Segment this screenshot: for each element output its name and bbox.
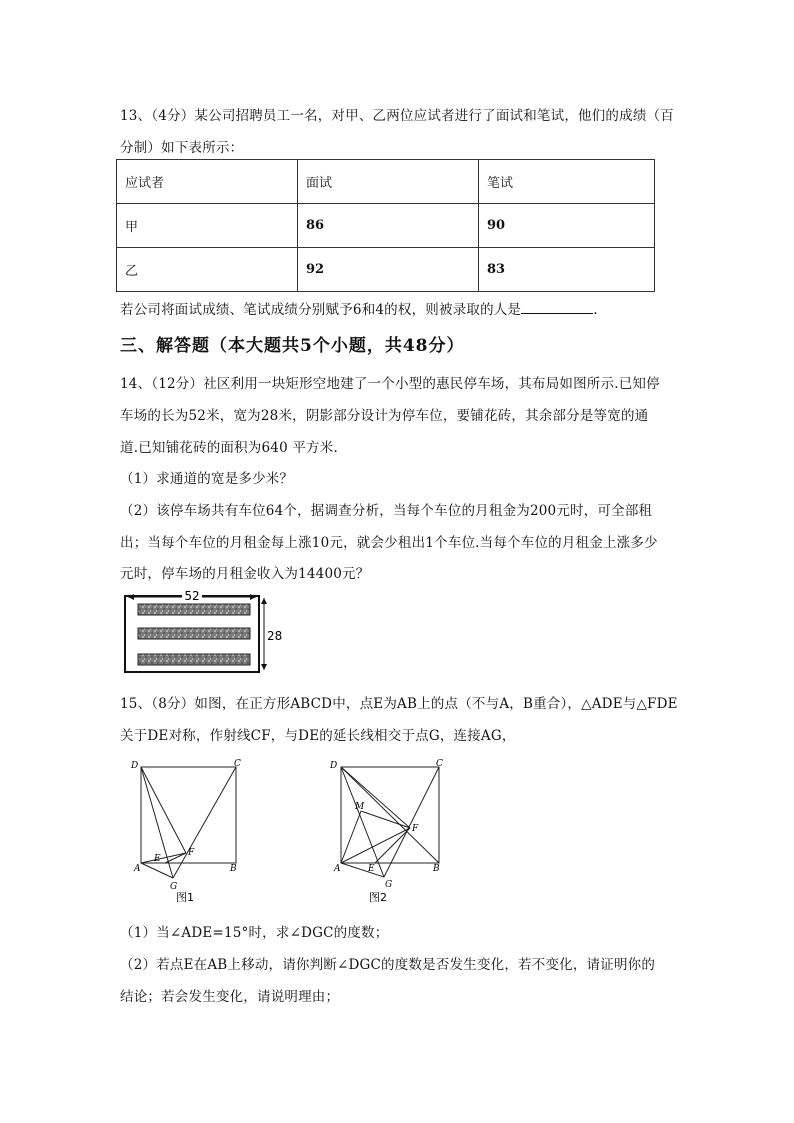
label-g: G (170, 882, 178, 892)
label-c: C (436, 759, 443, 769)
parking-stripe-top (138, 604, 250, 615)
row2-interview: 92 (298, 248, 479, 292)
label-f: F (412, 824, 419, 834)
row1-interview: 86 (298, 204, 479, 248)
q15-sub-2-line-2: 结论；若会发生变化，请说明理由； (120, 989, 340, 1005)
label-a: A (134, 864, 141, 874)
header-applicant: 应试者 (117, 160, 298, 204)
label-g: G (385, 880, 393, 890)
q14-line-1: 14、（12分）社区利用一块矩形空地建了一个小型的惠民停车场，其布局如图所示.已知停 (120, 376, 660, 392)
q13-score-table (116, 159, 655, 292)
parking-stripe-middle (138, 628, 250, 639)
table-row (117, 248, 655, 292)
q15-sub-2-line-1: （2）若点E在AB上移动，请你判断∠DGC的度数是否发生变化，若不变化，请证明你的 (120, 957, 656, 973)
row1-applicant: 甲 (117, 204, 298, 248)
label-m: M (355, 802, 365, 812)
q15-line-2: 关于DE对称，作射线CF，与DE的延长线相交于点G，连接AG， (120, 728, 516, 744)
length-label: 52 (184, 589, 200, 603)
table-row (117, 204, 655, 248)
q14-sub-2-line-3: 元时，停车场的月租金收入为14400元？ (120, 566, 370, 582)
q14-line-3: 道.已知铺花砖的面积为640 平方米. (120, 440, 338, 456)
label-b: B (433, 864, 440, 874)
label-a: A (334, 864, 341, 874)
width-label: 28 (267, 629, 283, 643)
geometry-figure-1 (128, 755, 248, 905)
q13-line-1: 13、（4分）某公司招聘员工一名，对甲、乙两位应试者进行了面试和笔试，他们的成绩（百 (120, 108, 674, 124)
row2-applicant: 乙 (117, 248, 298, 292)
table-header-row (117, 160, 655, 204)
label-f: F (188, 848, 195, 858)
row2-written: 83 (479, 248, 655, 292)
parking-lot-figure (118, 588, 283, 678)
geometry-figure-2 (327, 755, 452, 905)
q14-sub-2-line-1: （2）该停车场共有车位64个，据调查分析，当每个车位的月租金为200元时，可全部租 (120, 503, 653, 519)
section-3-title: 三、解答题（本大题共5个小题，共48分） (120, 336, 465, 356)
q13-answer-line (120, 298, 598, 318)
label-d: D (131, 761, 139, 771)
label-c: C (234, 759, 241, 769)
q13-answer-text: 若公司将面试成绩、笔试成绩分别赋予6和4的权，则被录取的人是 (120, 302, 522, 318)
q15-sub-1: （1）当∠ADE=15°时，求∠DGC的度数； (120, 925, 389, 941)
label-e: E (368, 864, 375, 874)
label-d: D (330, 761, 338, 771)
header-interview: 面试 (298, 160, 479, 204)
figure-2-caption: 图2 (369, 891, 387, 904)
q15-line-1: 15、（8分）如图，在正方形ABCD中，点E为AB上的点（不与A，B重合），△ADE与△FDE (120, 696, 678, 712)
q14-line-2: 车场的长为52米，宽为28米，阴影部分设计为停车位，要铺花砖，其余部分是等宽的通 (120, 408, 649, 424)
q13-line-2: 分制）如下表所示： (120, 140, 244, 156)
q14-sub-1: （1）求通道的宽是多少米？ (120, 471, 294, 487)
answer-blank[interactable] (521, 301, 593, 314)
header-written: 笔试 (479, 160, 655, 204)
figure-1-caption: 图1 (176, 891, 194, 904)
q13-answer-end: . (593, 302, 598, 318)
label-b: B (230, 864, 237, 874)
row1-written: 90 (479, 204, 655, 248)
parking-stripe-bottom (138, 654, 250, 665)
label-e: E (154, 854, 161, 864)
q14-sub-2-line-2: 出；当每个车位的月租金每上涨10元，就会少租出1个车位.当每个车位的月租金上涨多少 (120, 535, 658, 551)
